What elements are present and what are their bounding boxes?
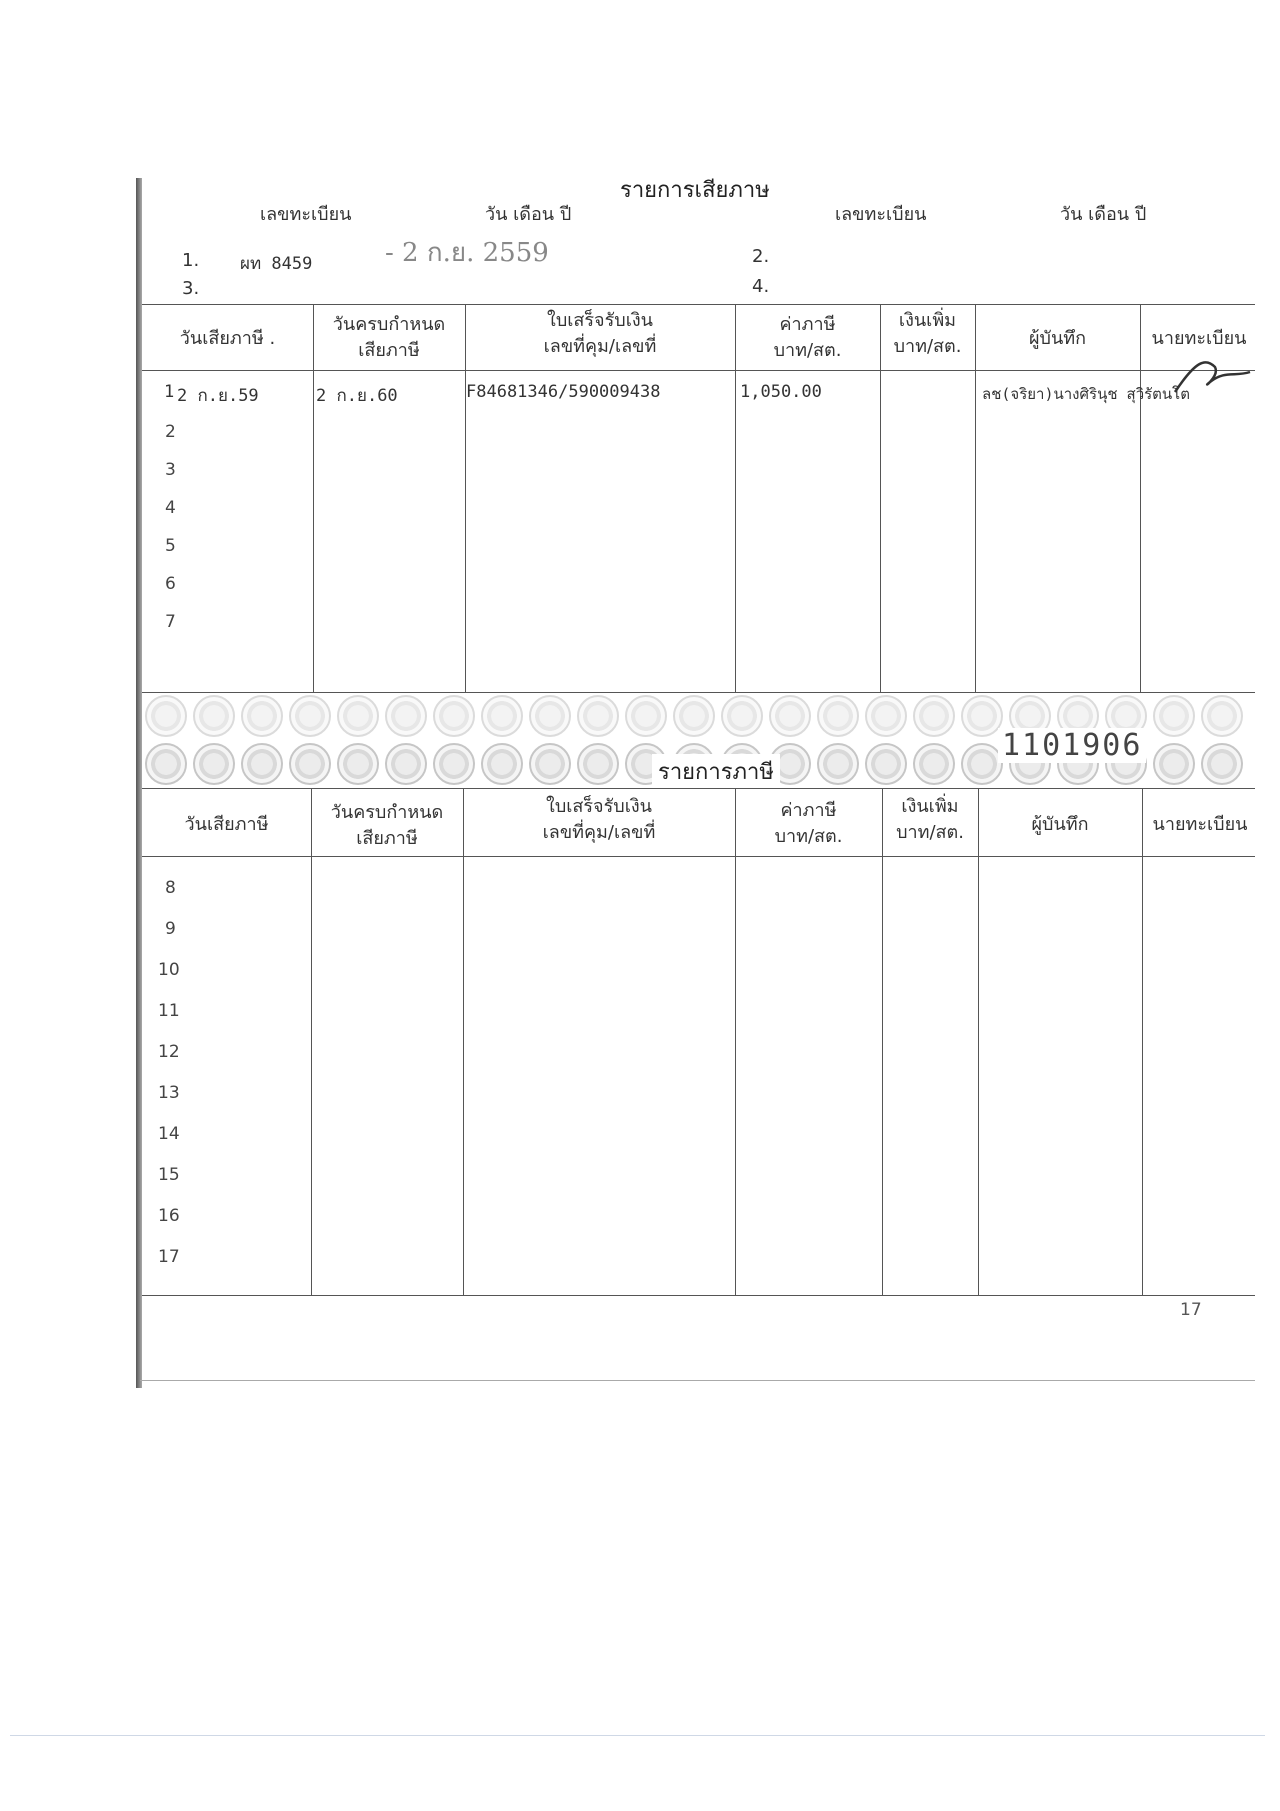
- row-number: 13: [158, 1083, 180, 1103]
- row-number: 12: [158, 1042, 180, 1062]
- col-registrar-header: [1140, 326, 1258, 352]
- reg-label-left: เลขทะเบียน: [260, 204, 352, 225]
- page-bottom-edge: [140, 1380, 1255, 1381]
- col-header-line2: บาท/สต.: [896, 822, 964, 843]
- col-receipt-header: [463, 794, 735, 846]
- col-header-line2: บาท/สต.: [773, 340, 842, 361]
- col-registrar-header: [1142, 812, 1258, 838]
- col-surcharge-header: [880, 308, 975, 360]
- entry-1-reg: ผท 8459: [240, 254, 313, 274]
- row1-pay-date: 2 ก.ย.59: [177, 386, 259, 406]
- row1-receipt: F84681346/590009438: [466, 382, 661, 402]
- row-number: 16: [158, 1206, 180, 1226]
- col-header-line1: เงินเพิ่ม: [898, 310, 957, 331]
- table1-top-line: [142, 304, 1255, 305]
- col-header-line1: นายทะเบียน: [1152, 814, 1248, 835]
- col-recorder-header: [978, 812, 1142, 838]
- table1-col-divider: [880, 304, 881, 692]
- row-number: 10: [158, 960, 180, 980]
- entry-2-no: 2.: [752, 246, 770, 267]
- col-header-line1: ผู้บันทึก: [1028, 328, 1087, 349]
- col-header-line1: ค่าภาษี: [779, 314, 836, 335]
- col-pay-date-header: [142, 812, 311, 838]
- row1-due-date: 2 ก.ย.60: [316, 386, 398, 406]
- col-header-line1: วันครบกำหนด: [330, 802, 444, 823]
- col-header-line1: ค่าภาษี: [780, 800, 837, 821]
- col-header-line1: วันเสียภาษี .: [179, 328, 276, 349]
- entry-1-date-stamp: - 2 ก.ย. 2559: [385, 238, 549, 268]
- row-number: 5: [165, 536, 176, 556]
- col-header-line2: บาท/สต.: [774, 826, 843, 847]
- section2-title: รายการภาษี: [652, 754, 780, 789]
- page-number: 17: [1180, 1300, 1202, 1320]
- table2-col-divider: [735, 788, 736, 1295]
- row-number: 15: [158, 1165, 180, 1185]
- row1-no: 1: [164, 382, 175, 402]
- col-tax-header: [735, 312, 880, 364]
- table1-col-divider: [1140, 304, 1141, 692]
- table2-top-line: [142, 788, 1255, 789]
- row-number: 3: [165, 460, 176, 480]
- table2-col-divider: [463, 788, 464, 1295]
- entry-4-no: 4.: [752, 276, 770, 297]
- row-number: 7: [165, 612, 176, 632]
- col-header-line2: เสียภาษี: [356, 828, 418, 849]
- col-header-line2: บาท/สต.: [893, 336, 962, 357]
- table1-col-divider: [975, 304, 976, 692]
- row-number: 17: [158, 1247, 180, 1267]
- col-header-line1: วันเสียภาษี: [184, 814, 269, 835]
- table2-col-divider: [311, 788, 312, 1295]
- registrar-signature-icon: [1165, 352, 1255, 402]
- col-header-line1: วันครบกำหนด: [332, 314, 446, 335]
- col-header-line2: เลขที่คุม/เลขที่: [542, 822, 656, 843]
- col-pay-date-header: [142, 326, 313, 352]
- col-header-line1: ผู้บันทึก: [1031, 814, 1089, 835]
- entry-1-no: 1.: [182, 250, 200, 271]
- col-receipt-header: [465, 308, 735, 360]
- col-header-line2: เลขที่คุม/เลขที่: [543, 336, 657, 357]
- row-number: 8: [165, 878, 176, 898]
- col-header-line2: เสียภาษี: [358, 340, 420, 361]
- row1-tax: 1,050.00: [740, 382, 822, 402]
- date-label-left: วัน เดือน ปี: [485, 204, 572, 225]
- section1-title: รายการเสียภาษ: [620, 178, 770, 203]
- entry-3-no: 3.: [182, 278, 200, 299]
- date-label-right: วัน เดือน ปี: [1060, 204, 1147, 225]
- col-tax-header: [735, 798, 882, 850]
- row-number: 14: [158, 1124, 180, 1144]
- table2-col-divider: [882, 788, 883, 1295]
- col-due-date-header: [311, 800, 463, 852]
- table1-header-line: [142, 370, 1255, 371]
- col-surcharge-header: [882, 794, 978, 846]
- serial-number: 1101906: [998, 728, 1146, 763]
- row-number: 4: [165, 498, 176, 518]
- col-header-line1: เงินเพิ่ม: [901, 796, 959, 817]
- table2-col-divider: [978, 788, 979, 1295]
- table2-bottom-line: [142, 1295, 1255, 1296]
- row-number: 2: [165, 422, 176, 442]
- row-number: 11: [158, 1001, 180, 1021]
- row-number: 6: [165, 574, 176, 594]
- table2-col-divider: [1142, 788, 1143, 1295]
- table2-header-line: [142, 856, 1255, 857]
- col-header-line1: ใบเสร็จรับเงิน: [546, 796, 652, 817]
- row1-recorder: ลช(จริยา)นางศิรินุช สุวิรัตนโต: [982, 385, 1190, 403]
- footer-line: [10, 1735, 1265, 1736]
- col-due-date-header: [313, 312, 465, 364]
- row-number: 9: [165, 919, 176, 939]
- col-header-line1: นายทะเบียน: [1151, 328, 1247, 349]
- table1-col-divider: [465, 304, 466, 692]
- col-header-line1: ใบเสร็จรับเงิน: [547, 310, 653, 331]
- reg-label-right: เลขทะเบียน: [835, 204, 927, 225]
- col-recorder-header: [975, 326, 1140, 352]
